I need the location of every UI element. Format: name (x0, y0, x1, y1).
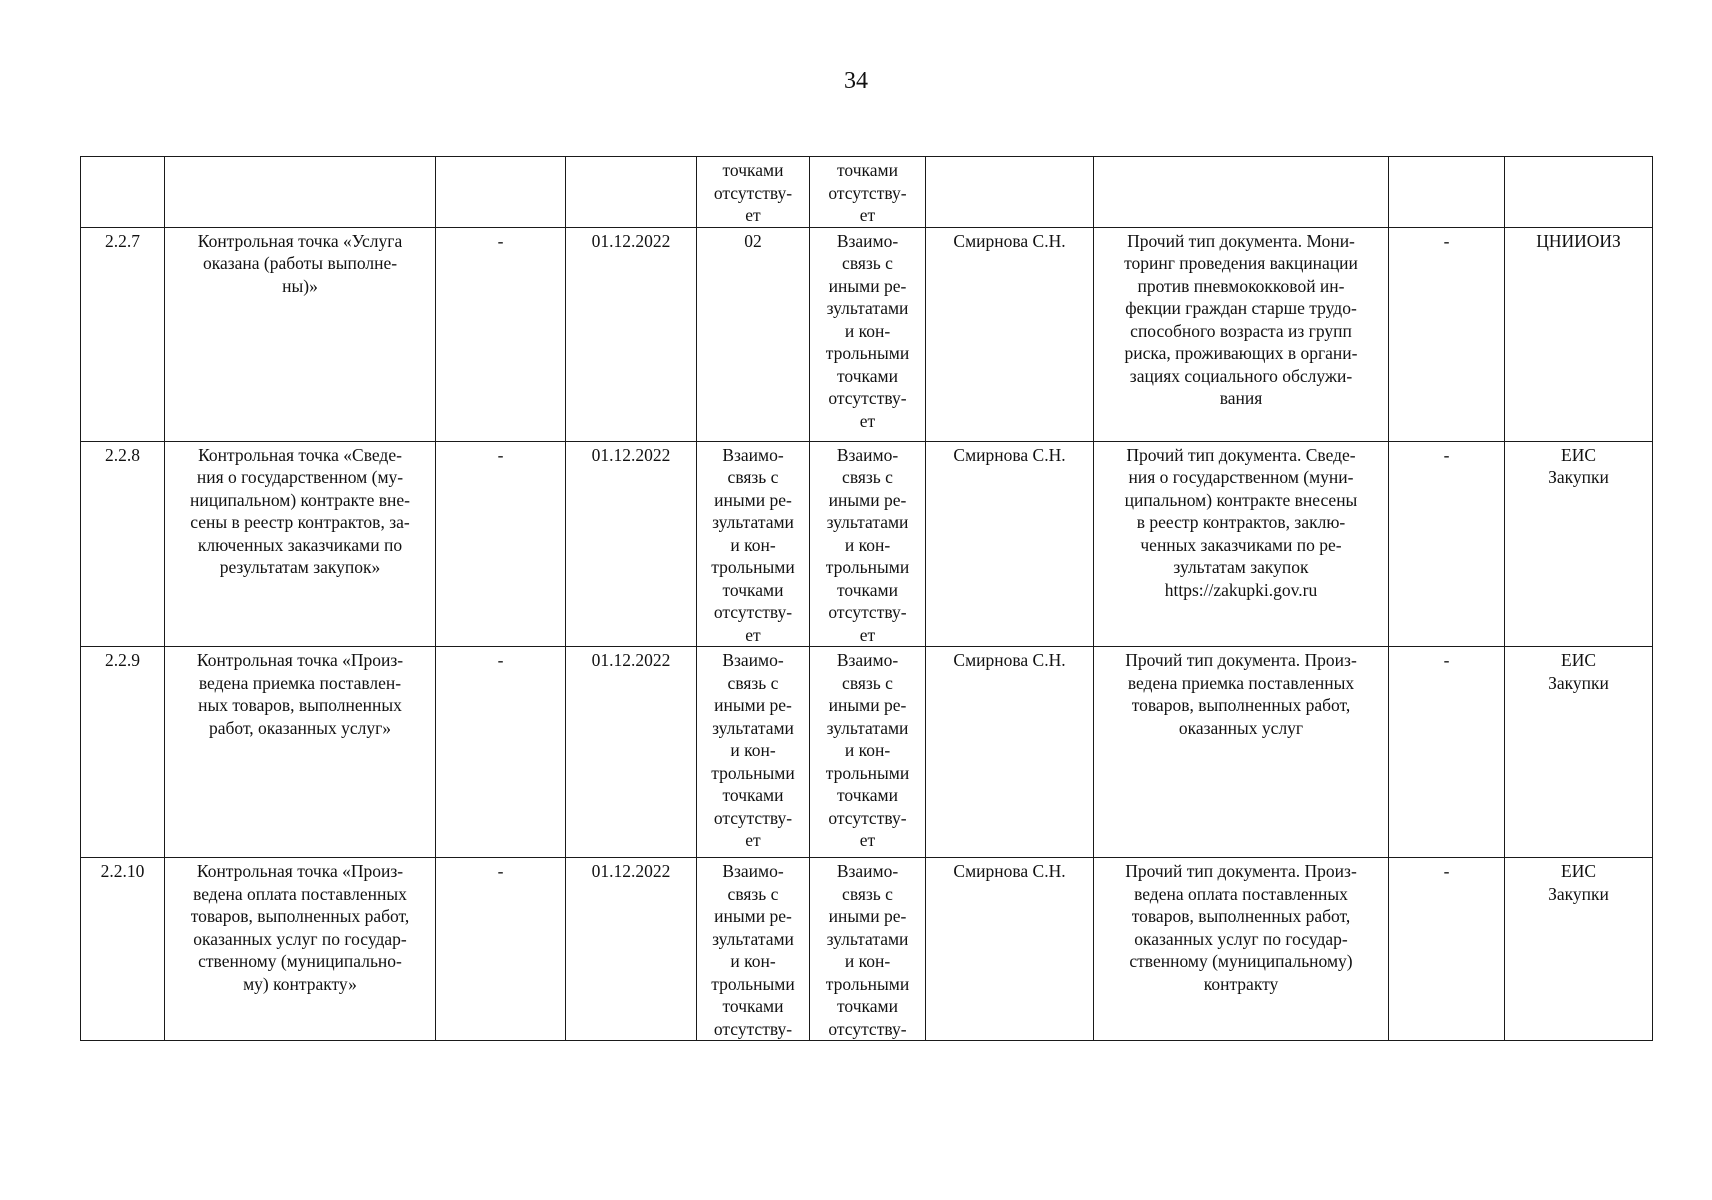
cell-responsible: Смирнова С.Н. (926, 441, 1094, 647)
cell-system (1505, 157, 1653, 228)
cell-date: 01.12.2022 (566, 441, 697, 647)
cell-col5: 02 (697, 227, 810, 441)
cell-document (1094, 157, 1389, 228)
cell-name: Контрольная точка «Услуга оказана (работы выполне- ны)» (165, 227, 436, 441)
table-row (81, 647, 1653, 858)
control-points-table (80, 156, 1653, 1041)
cell-num: 2.2.7 (81, 227, 165, 441)
cell-col5: Взаимо- связь с иными ре- зультатами и кон- трольными точками отсутству- ет (697, 647, 810, 858)
cell-col9 (1389, 157, 1505, 228)
cell-document: Прочий тип документа. Произ- ведена оплата поставленных товаров, выполненных работ, оказанных услуг по государ- ственному (муниципальному) контракту (1094, 858, 1389, 1041)
cell-col9: - (1389, 647, 1505, 858)
cell-system: ЕИС Закупки (1505, 441, 1653, 647)
cell-responsible (926, 157, 1094, 228)
cell-col5: Взаимо- связь с иными ре- зультатами и кон- трольными точками отсутству- (697, 858, 810, 1041)
cell-document: Прочий тип документа. Сведе- ния о государственном (муни- ципальном) контракте внесены в реестр контрактов, заклю- ченных заказчиками по ре- зультатам закупок https://zakupki.gov.ru (1094, 441, 1389, 647)
cell-responsible: Смирнова С.Н. (926, 647, 1094, 858)
cell-num (81, 157, 165, 228)
cell-num: 2.2.8 (81, 441, 165, 647)
cell-col6: точками отсутству- ет (810, 157, 926, 228)
cell-col3 (436, 157, 566, 228)
cell-col9: - (1389, 227, 1505, 441)
table-row (81, 858, 1653, 1041)
cell-system: ЕИС Закупки (1505, 858, 1653, 1041)
cell-col3: - (436, 441, 566, 647)
cell-col5: Взаимо- связь с иными ре- зультатами и кон- трольными точками отсутству- ет (697, 441, 810, 647)
cell-name (165, 157, 436, 228)
cell-system: ЕИС Закупки (1505, 647, 1653, 858)
cell-date: 01.12.2022 (566, 227, 697, 441)
cell-col6: Взаимо- связь с иными ре- зультатами и кон- трольными точками отсутству- ет (810, 441, 926, 647)
cell-col3: - (436, 858, 566, 1041)
cell-responsible: Смирнова С.Н. (926, 227, 1094, 441)
table-row (81, 441, 1653, 647)
cell-col9: - (1389, 858, 1505, 1041)
cell-name: Контрольная точка «Сведе- ния о государственном (му- ниципальном) контракте вне- сены в реестр контрактов, за- ключенных заказчиками по результатам закупок» (165, 441, 436, 647)
cell-col9: - (1389, 441, 1505, 647)
cell-name: Контрольная точка «Произ- ведена приемка поставлен- ных товаров, выполненных работ, оказанных услуг» (165, 647, 436, 858)
cell-date (566, 157, 697, 228)
page-number: 34 (844, 68, 868, 94)
table-row-continuation (81, 157, 1653, 228)
cell-responsible: Смирнова С.Н. (926, 858, 1094, 1041)
cell-col3: - (436, 647, 566, 858)
cell-num: 2.2.10 (81, 858, 165, 1041)
cell-col6: Взаимо- связь с иными ре- зультатами и кон- трольными точками отсутству- ет (810, 647, 926, 858)
table-row (81, 227, 1653, 441)
cell-date: 01.12.2022 (566, 647, 697, 858)
cell-document: Прочий тип документа. Мони- торинг проведения вакцинации против пневмококковой ин- фекции граждан старше трудо- способного возраста из групп риска, проживающих в органи- зациях социального обслужи- вания (1094, 227, 1389, 441)
cell-name: Контрольная точка «Произ- ведена оплата поставленных товаров, выполненных работ, оказанных услуг по государ- ственному (муниципально- му) контракту» (165, 858, 436, 1041)
cell-col3: - (436, 227, 566, 441)
cell-document: Прочий тип документа. Произ- ведена приемка поставленных товаров, выполненных работ, оказанных услуг (1094, 647, 1389, 858)
cell-num: 2.2.9 (81, 647, 165, 858)
cell-col6: Взаимо- связь с иными ре- зультатами и кон- трольными точками отсутству- (810, 858, 926, 1041)
cell-date: 01.12.2022 (566, 858, 697, 1041)
cell-system: ЦНИИОИЗ (1505, 227, 1653, 441)
cell-col5: точками отсутству- ет (697, 157, 810, 228)
cell-col6: Взаимо- связь с иными ре- зультатами и кон- трольными точками отсутству- ет (810, 227, 926, 441)
